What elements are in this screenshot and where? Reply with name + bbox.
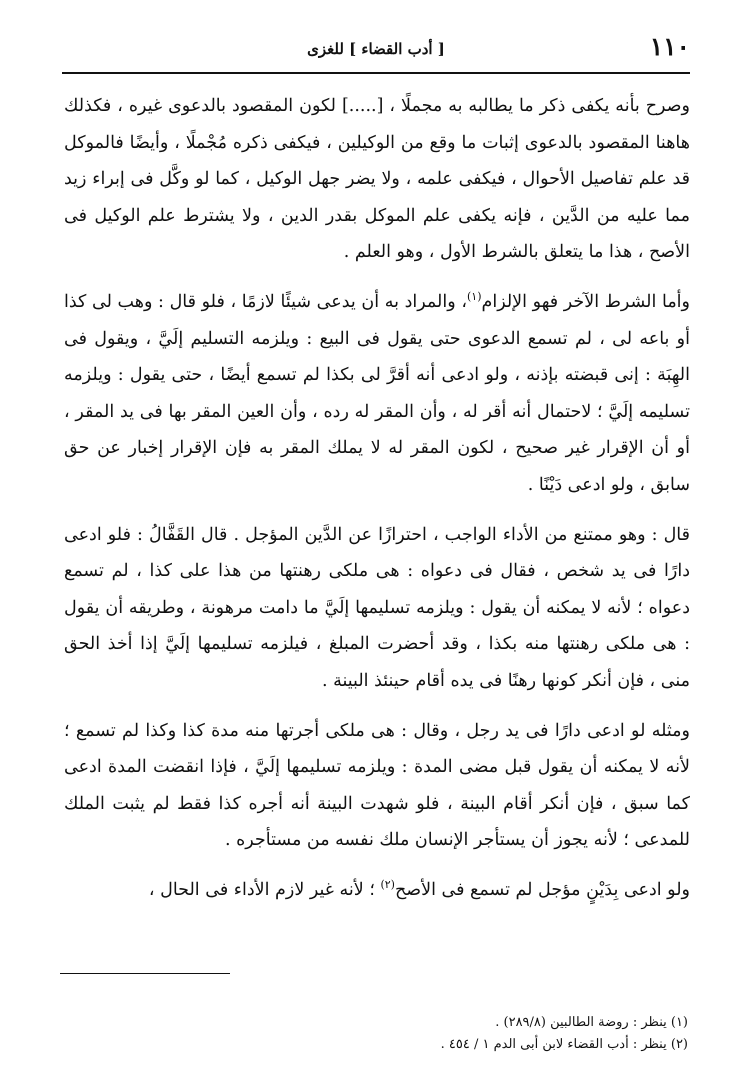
paragraph-5: ولو ادعى بِدَيْنٍ مؤجل لم تسمع فى الأصح$^{(٢)}$ ؛ لأنه غير لازم الأداء فى الحال ، — [148, 878, 690, 900]
footnote-1: (١) ينظر : روضة الطالبين (٢٨٩/٨) . — [495, 1015, 688, 1030]
paragraph-2-text: وأما الشرط الآخر فهو الإلزام$^{(١)}$، والمراد به أن يدعى شيئًا لازمًا ، فلو قال : وهب لى كذا أو باعه لى ، لم تسمع الدعوى حتى يقول فى البيع : ويلزمه التسليم إلَيَّ ، ويقول فى الهِبَة : إنى قبضته بإذنه ، ولو ادعى أنه أقرَّ لى بكذا لم تسمع أيضًا ، حتى يقول : ويلزمه تسليمه إلَيَّ ؛ لاحتمال أنه أقر له ، وأن المقر له رده ، وأن العين المقر بها فى يد المقر ، أو أن الإقرار غير صحيح ، لكون المقر له لا يملك المقر به فإن الإقرار إخبار عن حق سابق ، ولو ادعى دَيْنًا . — [64, 290, 690, 495]
paragraph-2 — [64, 284, 690, 504]
header-divider — [62, 72, 690, 74]
running-title: [ أدب القضاء ] للغزى — [307, 40, 445, 58]
footnotes — [62, 1012, 688, 1056]
footnote-marker-2: (٢) — [380, 878, 395, 892]
body-text — [64, 88, 690, 921]
footnote-marker-1: (١) — [466, 290, 482, 304]
footnote-divider — [60, 973, 230, 974]
paragraph-1: وصرح بأنه يكفى ذكر ما يطالبه به مجملًا ، [.....] لكون المقصود بالدعوى غيره ، فكذلك هاهنا المقصود بالدعوى إثبات ما وقع من الوكيلين ، فيكفى ذكره مُجْملًا ، وأيضًا فالموكل قد علم تفاصيل الأحوال ، فيكفى علمه ، ولا يضر جهل الوكيل ، كما لو وكَّل فى إبراء زيد مما عليه من الدَّين ، فإنه يكفى علم الموكل بقدر الدين ، ولا يشترط علم الوكيل فى الأصح ، هذا ما يتعلق بالشرط الأول ، وهو العلم . — [64, 96, 690, 263]
paragraph-4: ومثله لو ادعى دارًا فى يد رجل ، وقال : هى ملكى أجرتها منه مدة كذا وكذا لم تسمع ؛ لأنه لا يمكنه أن يقول قبل مضى المدة : ويلزمه تسليمها إلَيَّ ، فإذا انقضت المدة ادعى كما سبق ، فإن أنكر أقام البينة ، فلو شهدت البينة أنه أجره كذا فقط لم يثبت الملك للمدعى ؛ لأنه يجوز أن يستأجر الإنسان ملك نفسه من مستأجره . — [64, 720, 690, 851]
page-number: ١١٠ — [649, 32, 690, 61]
page-header — [62, 34, 690, 64]
paragraph-3: قال : وهو ممتنع من الأداء الواجب ، احترازًا عن الدَّين المؤجل . قال القَفَّالُ : فلو ادعى دارًا فى يد شخص ، فقال فى دعواه : هى ملكى رهنتها من هذا على كذا ، لم تسمع دعواه ؛ لأنه لا يمكنه أن يقول : ويلزمه تسليمها إلَيَّ ما دامت مرهونة ، وطريقه أن يقول : هى ملكى رهنتها منه بكذا ، وقد أحضرت المبلغ ، فيلزمه تسليمها إلَيَّ إذا أخذ الحق منى ، فإن أنكر كونها رهنًا فى يده أقام حينئذ البينة . — [64, 524, 690, 691]
footnote-2: (٢) ينظر : أدب القضاء لابن أبى الدم ١ / ٤٥٤ . — [440, 1037, 688, 1052]
